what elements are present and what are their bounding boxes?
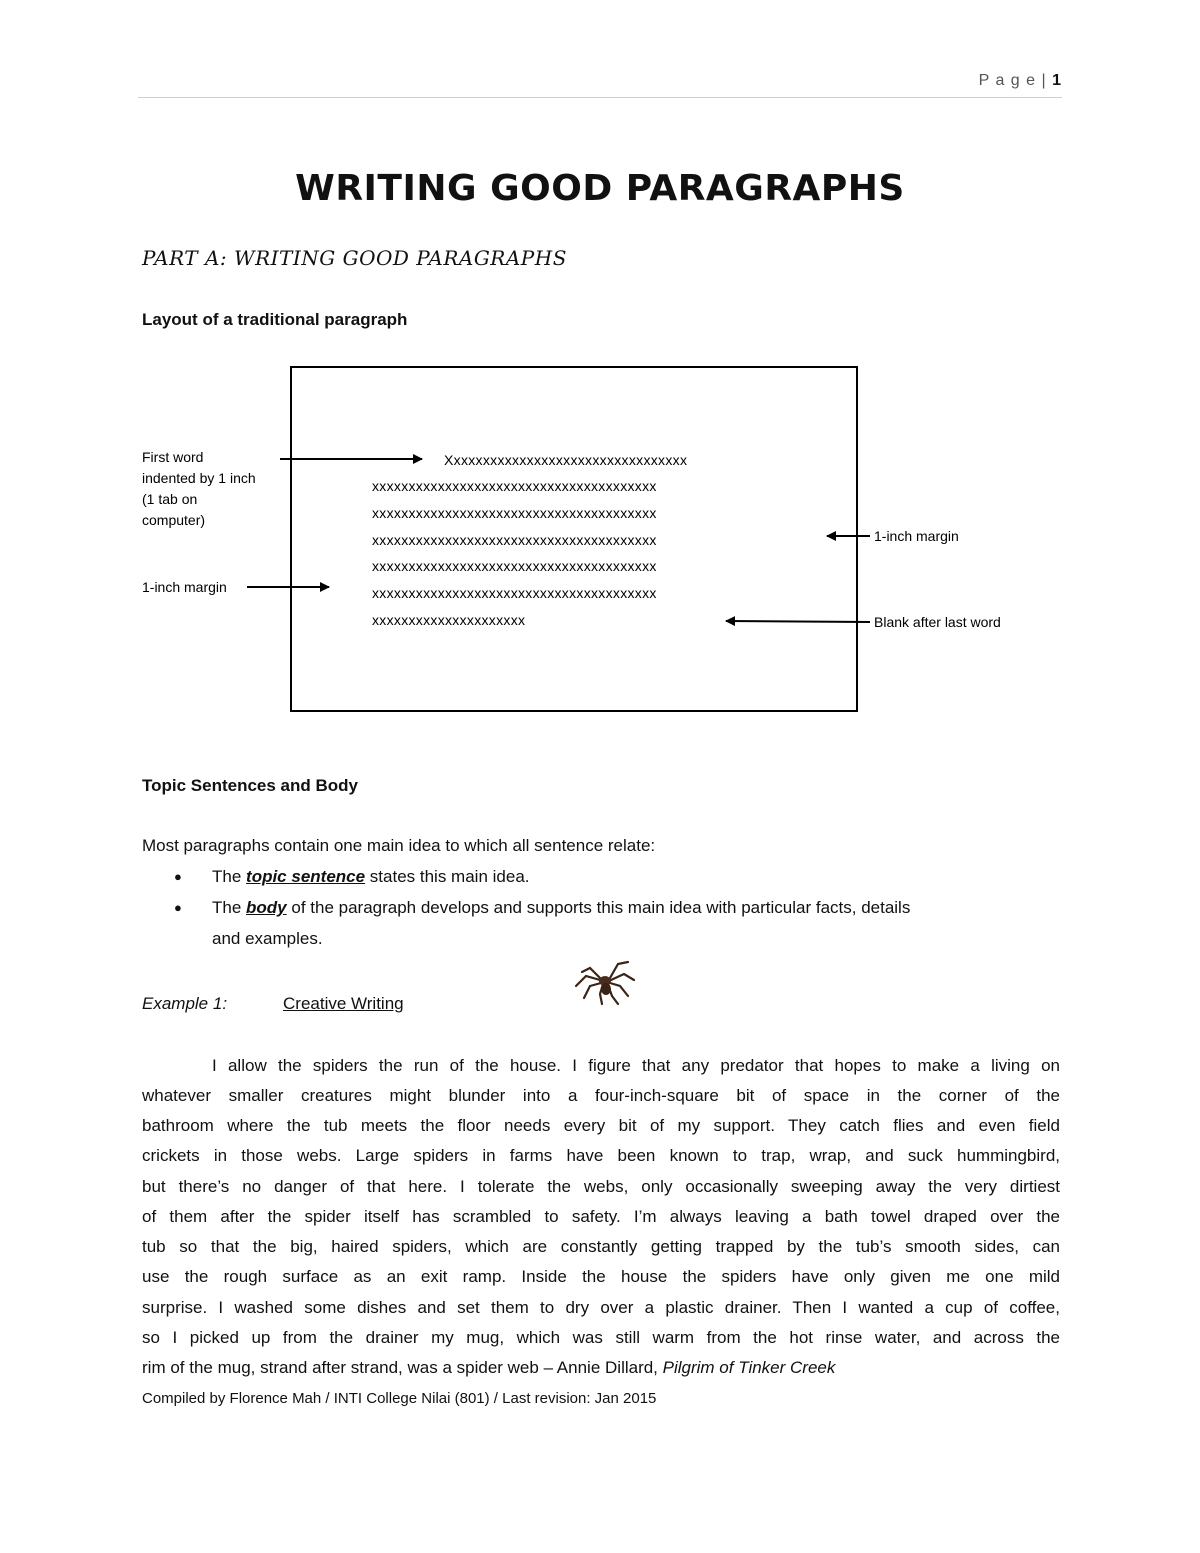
bullet-text: of the paragraph develops and supports this main idea with particular facts, details — [286, 898, 911, 917]
bullet-icon: ● — [174, 900, 182, 915]
callout-left-margin: 1-inch margin — [142, 579, 227, 595]
topic-heading: Topic Sentences and Body — [142, 776, 359, 795]
bullet-body-continued: and examples. — [212, 929, 323, 948]
layout-heading: Layout of a traditional paragraph — [142, 310, 408, 329]
diagram-line: xxxxxxxxxxxxxxxxxxxxxxxxxxxxxxxxxxxxxxx — [372, 532, 657, 548]
passage-line: surprise. I washed some dishes and set them to dry over a plastic drainer. Then I wanted a cup of coffee, — [142, 1298, 1060, 1317]
passage-line: crickets in those webs. Large spiders in farms have been known to trap, wrap, and suck hummingbird, — [142, 1146, 1060, 1165]
callout-blank-after-last-word: Blank after last word — [874, 614, 1001, 630]
callout-line: indented by 1 inch — [142, 470, 256, 486]
page-number: 1 — [1052, 72, 1062, 89]
callout-line: computer) — [142, 512, 206, 528]
bullet-text: states this main idea. — [365, 867, 530, 886]
bullet-text: The — [212, 898, 247, 917]
bullet-topic-sentence — [212, 867, 530, 887]
passage-line: tub so that the big, haired spiders, which are constantly getting trapped by the tub’s smooth sides, can — [142, 1237, 1060, 1256]
callout-right-margin: 1-inch margin — [874, 528, 959, 544]
bullet-icon: ● — [174, 869, 182, 884]
diagram-first-line: Xxxxxxxxxxxxxxxxxxxxxxxxxxxxxxxxx — [444, 452, 688, 468]
passage-line: whatever smaller creatures might blunder into a four-inch-square bit of space in the corner of the — [142, 1086, 1060, 1105]
passage-source: Pilgrim of Tinker Creek — [662, 1358, 836, 1377]
passage-text: rim of the mug, strand after strand, was a spider web – Annie Dillard, — [142, 1358, 663, 1377]
callout-line: First word — [142, 449, 204, 465]
passage-line: I allow the spiders the run of the house. I figure that any predator that hopes to make a living on — [212, 1056, 1060, 1075]
page-label: P a g e — [978, 72, 1037, 89]
diagram-last-line: xxxxxxxxxxxxxxxxxxxxx — [372, 612, 526, 628]
callout-line: (1 tab on — [142, 491, 198, 507]
intro-sentence: Most paragraphs contain one main idea to which all sentence relate: — [142, 836, 656, 855]
key-term: body — [246, 898, 287, 917]
page-separator: | — [1041, 72, 1047, 89]
diagram-line: xxxxxxxxxxxxxxxxxxxxxxxxxxxxxxxxxxxxxxx — [372, 478, 657, 494]
passage-line: of them after the spider itself has scrambled to safety. I’m always leaving a bath towel draped over the — [142, 1207, 1060, 1226]
diagram-arrows — [0, 0, 1200, 760]
key-term: topic sentence — [246, 867, 366, 886]
passage-line: use the rough surface as an exit ramp. Inside the house the spiders have only given me one mild — [142, 1267, 1060, 1286]
diagram-line: xxxxxxxxxxxxxxxxxxxxxxxxxxxxxxxxxxxxxxx — [372, 505, 657, 521]
page-footer: Compiled by Florence Mah / INTI College Nilai (801) / Last revision: Jan 2015 — [142, 1390, 657, 1407]
example-title: Creative Writing — [283, 994, 404, 1013]
arrow-blank — [726, 621, 870, 622]
bullet-text: The — [212, 867, 247, 886]
passage-line: bathroom where the tub meets the floor needs every bit of my support. They catch flies and even field — [142, 1116, 1060, 1135]
passage-line: but there’s no danger of that here. I tolerate the webs, only occasionally sweeping away the very dirtiest — [142, 1177, 1060, 1196]
passage-line: so I picked up from the drainer my mug, which was still warm from the hot rinse water, and across the — [142, 1328, 1060, 1347]
part-heading: PART A: WRITING GOOD PARAGRAPHS — [142, 246, 567, 270]
passage-last-line — [142, 1353, 1060, 1383]
document-title: WRITING GOOD PARAGRAPHS — [295, 168, 905, 209]
bullet-body — [212, 898, 910, 918]
diagram-line: xxxxxxxxxxxxxxxxxxxxxxxxxxxxxxxxxxxxxxx — [372, 558, 657, 574]
example-label: Example 1: — [142, 994, 228, 1013]
diagram-line: xxxxxxxxxxxxxxxxxxxxxxxxxxxxxxxxxxxxxxx — [372, 585, 657, 601]
spider-image — [570, 956, 640, 1006]
